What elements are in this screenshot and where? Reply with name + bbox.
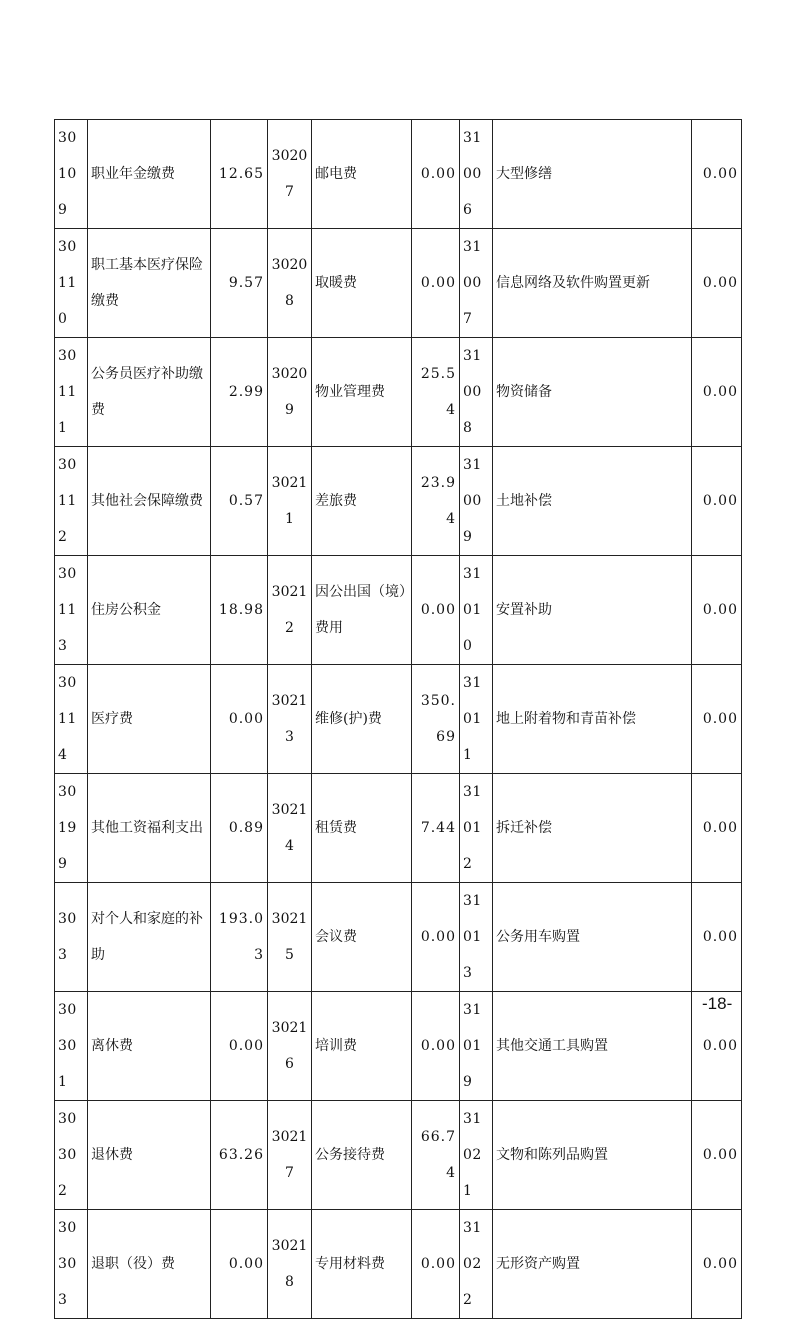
col1-code: 30301 [55,992,88,1101]
col1-name: 退休费 [88,1101,211,1210]
table-row [55,120,742,229]
col1-name: 离休费 [88,992,211,1101]
col2-amount: 7.44 [412,774,460,883]
col1-code: 30109 [55,120,88,229]
col1-name: 医疗费 [88,665,211,774]
col2-amount: 66.74 [412,1101,460,1210]
col2-code: 30214 [268,774,312,883]
col3-name: 物资储备 [493,338,692,447]
col2-amount: 0.00 [412,229,460,338]
col3-amount: 0.00 [692,1101,742,1210]
col2-code: 30207 [268,120,312,229]
col3-name: 大型修缮 [493,120,692,229]
col3-name: 其他交通工具购置 [493,992,692,1101]
col1-amount: 12.65 [211,120,268,229]
col2-code: 30216 [268,992,312,1101]
col1-amount: 0.00 [211,665,268,774]
col2-name: 物业管理费 [312,338,412,447]
col2-name: 租赁费 [312,774,412,883]
col2-code: 30213 [268,665,312,774]
col3-name: 拆迁补偿 [493,774,692,883]
col2-code: 30217 [268,1101,312,1210]
col3-amount: 0.00 [692,556,742,665]
col3-code: 31019 [460,992,493,1101]
col3-amount: 0.00 [692,992,742,1101]
col1-code: 30113 [55,556,88,665]
col2-name: 差旅费 [312,447,412,556]
col3-name: 信息网络及软件购置更新 [493,229,692,338]
col2-name: 会议费 [312,883,412,992]
col2-name: 取暖费 [312,229,412,338]
col3-name: 公务用车购置 [493,883,692,992]
table-row [55,883,742,992]
page-number: -18- [702,994,733,1013]
col1-amount: 0.00 [211,992,268,1101]
col3-amount: 0.00 [692,883,742,992]
table-row [55,229,742,338]
col1-name: 职业年金缴费 [88,120,211,229]
col1-amount: 18.98 [211,556,268,665]
table-row [55,774,742,883]
col1-name: 职工基本医疗保险缴费 [88,229,211,338]
col1-amount: 2.99 [211,338,268,447]
col2-amount: 0.00 [412,992,460,1101]
col1-code: 30302 [55,1101,88,1210]
col2-code: 30211 [268,447,312,556]
col2-amount: 0.00 [412,883,460,992]
col1-name: 住房公积金 [88,556,211,665]
col3-code: 31010 [460,556,493,665]
col1-amount: 193.03 [211,883,268,992]
col2-code: 30209 [268,338,312,447]
col1-code: 30112 [55,447,88,556]
col1-amount: 63.26 [211,1101,268,1210]
col1-amount: 0.00 [211,1210,268,1319]
col1-name: 其他工资福利支出 [88,774,211,883]
col3-amount: 0.00 [692,665,742,774]
col3-name: 安置补助 [493,556,692,665]
col3-code: 31007 [460,229,493,338]
table-row [55,338,742,447]
col2-name: 培训费 [312,992,412,1101]
col2-code: 30218 [268,1210,312,1319]
col2-code: 30208 [268,229,312,338]
col3-amount: 0.00 [692,229,742,338]
col1-code: 30303 [55,1210,88,1319]
col2-amount: 0.00 [412,1210,460,1319]
col3-code: 31021 [460,1101,493,1210]
col1-name: 公务员医疗补助缴费 [88,338,211,447]
col1-amount: 0.89 [211,774,268,883]
col1-code: 30110 [55,229,88,338]
col2-name: 公务接待费 [312,1101,412,1210]
col1-name: 对个人和家庭的补助 [88,883,211,992]
col3-amount: 0.00 [692,447,742,556]
col3-code: 31009 [460,447,493,556]
col2-name: 因公出国（境）费用 [312,556,412,665]
table-row [55,1210,742,1319]
col1-code: 30199 [55,774,88,883]
col2-amount: 23.94 [412,447,460,556]
table-row [55,1101,742,1210]
col1-name: 其他社会保障缴费 [88,447,211,556]
col3-code: 31012 [460,774,493,883]
col3-code: 31022 [460,1210,493,1319]
col3-name: 地上附着物和青苗补偿 [493,665,692,774]
col3-amount: 0.00 [692,120,742,229]
col2-amount: 0.00 [412,120,460,229]
col3-name: 无形资产购置 [493,1210,692,1319]
col3-amount: 0.00 [692,338,742,447]
col1-amount: 0.57 [211,447,268,556]
table-row [55,556,742,665]
col3-code: 31006 [460,120,493,229]
col3-code: 31008 [460,338,493,447]
budget-table [54,119,742,1319]
table-row [55,665,742,774]
col3-name: 土地补偿 [493,447,692,556]
col2-name: 邮电费 [312,120,412,229]
col1-name: 退职（役）费 [88,1210,211,1319]
col1-amount: 9.57 [211,229,268,338]
col3-amount: 0.00 [692,774,742,883]
col2-amount: 25.54 [412,338,460,447]
table-row [55,992,742,1101]
col3-amount: 0.00 [692,1210,742,1319]
col1-code: 303 [55,883,88,992]
col1-code: 30111 [55,338,88,447]
table-row [55,447,742,556]
col3-name: 文物和陈列品购置 [493,1101,692,1210]
col3-code: 31013 [460,883,493,992]
col2-amount: 0.00 [412,556,460,665]
col2-code: 30215 [268,883,312,992]
col2-name: 维修(护)费 [312,665,412,774]
col2-name: 专用材料费 [312,1210,412,1319]
col2-amount: 350.69 [412,665,460,774]
col3-code: 31011 [460,665,493,774]
table-body [55,120,742,1319]
col1-code: 30114 [55,665,88,774]
col2-code: 30212 [268,556,312,665]
